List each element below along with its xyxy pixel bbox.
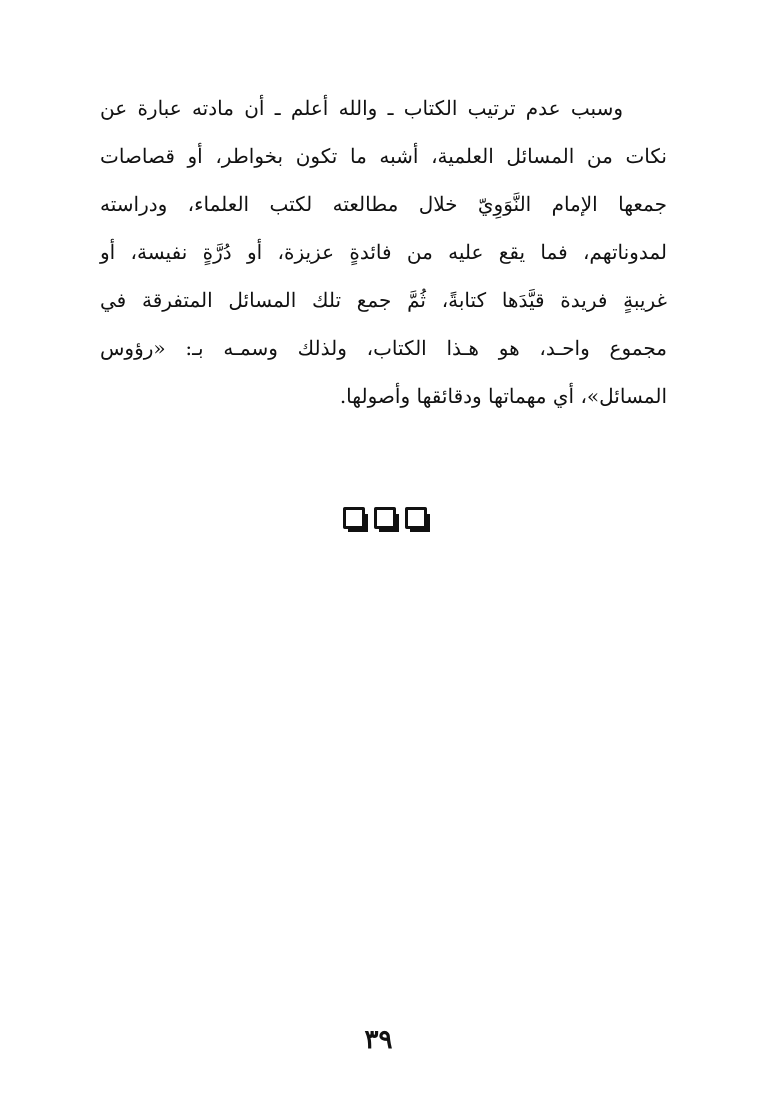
paragraph-line-6: مجموع واحـد، هو هـذا الكتاب، ولذلك وسمـه بـ: «رؤوس	[100, 336, 667, 360]
square-ornament-icon	[343, 507, 365, 529]
paragraph-line-2: نكات من المسائل العلمية، أشبه ما تكون بخواطر، أو قصاصات	[100, 144, 667, 168]
square-ornament-icon	[405, 507, 427, 529]
page-number: ٣٩	[364, 1025, 393, 1055]
body-paragraph	[100, 84, 667, 420]
paragraph-line-7: المسائل»، أي مهماتها ودقائقها وأصولها.	[339, 384, 667, 408]
square-ornament-icon	[374, 507, 396, 529]
paragraph-line-4: لمدوناتهم، فما يقع عليه من فائدةٍ عزيزة، أو دُرَّةٍ نفيسة، أو	[100, 240, 667, 264]
paragraph-line-3: جمعها الإمام النَّوَوِيّ خلال مطالعته لكتب العلماء، ودراسته	[100, 192, 667, 216]
section-separator-ornament	[343, 507, 427, 529]
paragraph-line-5: غريبةٍ فريدة قيَّدَها كتابةً، ثُمَّ جمع تلك المسائل المتفرقة في	[100, 288, 667, 312]
paragraph-line-1: وسبب عدم ترتيب الكتاب ـ والله أعلم ـ أن مادته عبارة عن	[100, 96, 623, 120]
